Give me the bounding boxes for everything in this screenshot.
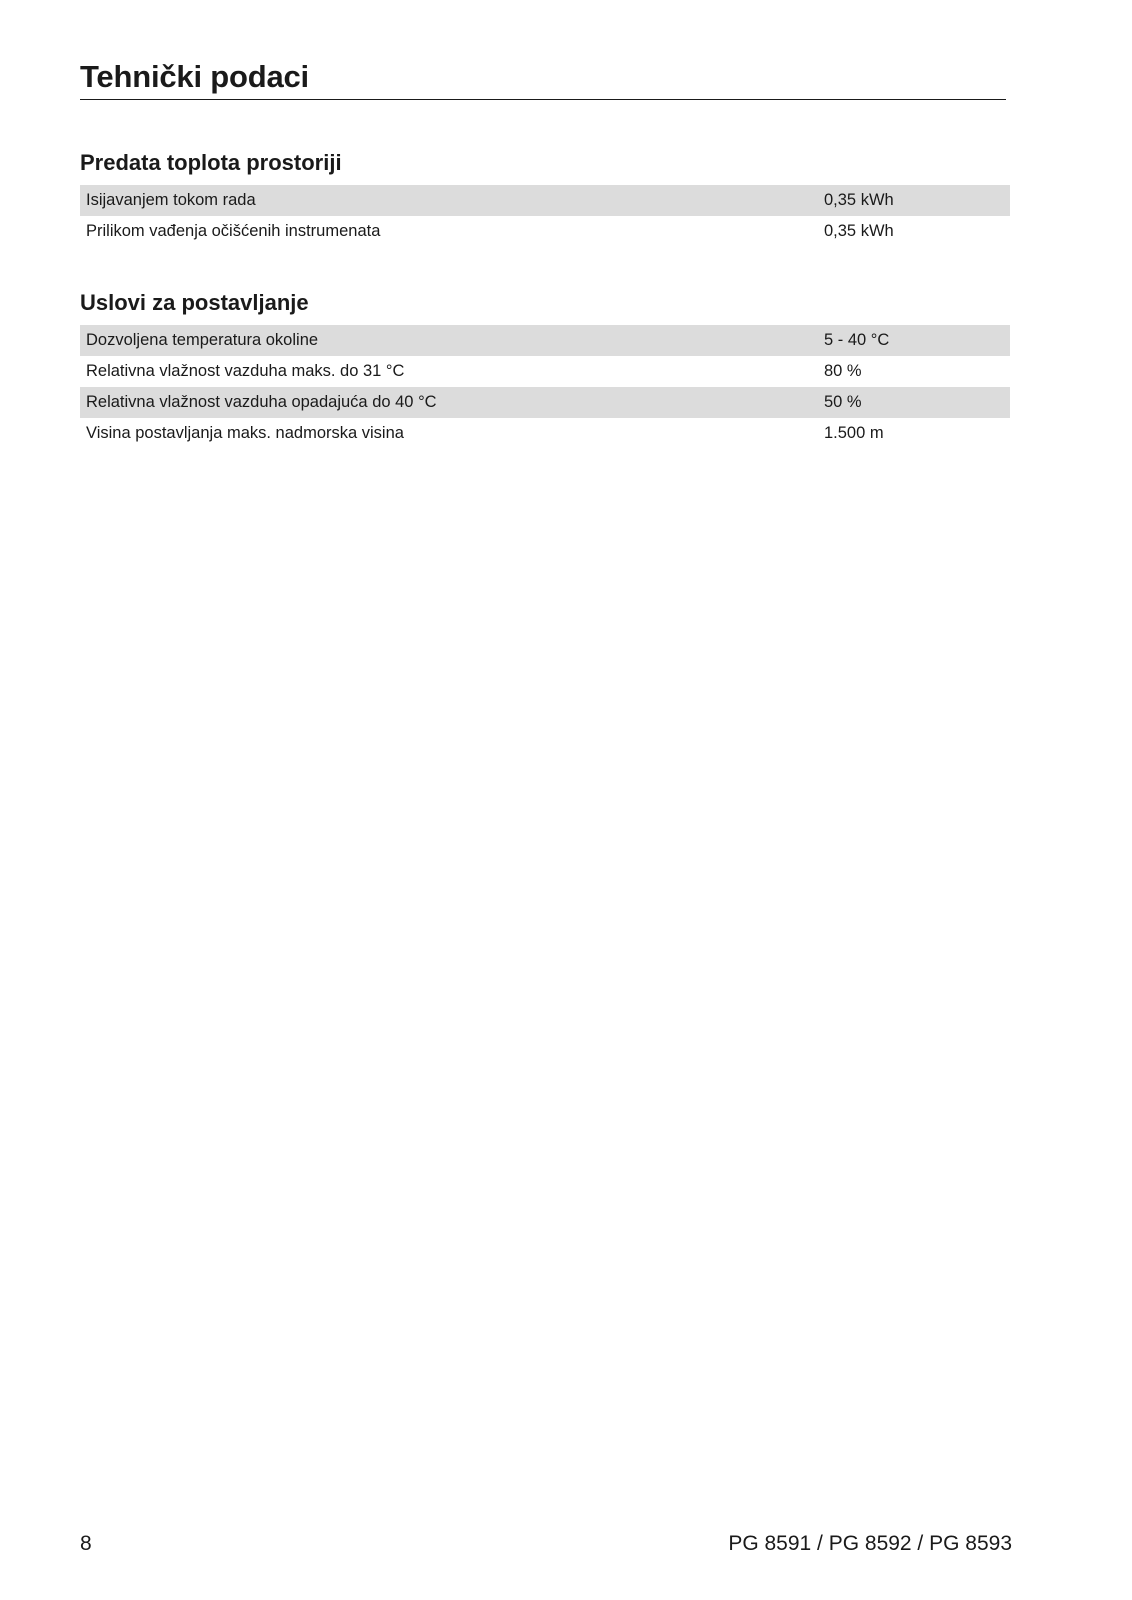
page-title: Tehnički podaci [80, 58, 1006, 100]
row-label: Prilikom vađenja očišćenih instrumenata [86, 222, 381, 241]
row-label: Isijavanjem tokom rada [86, 191, 256, 210]
row-value: 50 % [824, 393, 862, 412]
model-designation: PG 8591 / PG 8592 / PG 8593 [728, 1532, 1012, 1555]
row-label: Dozvoljena temperatura okoline [86, 331, 319, 350]
page-number: 8 [80, 1532, 92, 1555]
section-title: Predata toplota prostoriji [80, 150, 342, 175]
spec-table [80, 185, 1010, 247]
row-label: Relativna vlažnost vazduha opadajuća do 40 °C [86, 393, 437, 412]
table-row [80, 418, 1010, 449]
row-value: 0,35 kWh [824, 191, 894, 210]
row-value: 1.500 m [824, 424, 884, 443]
table-row [80, 216, 1010, 247]
table-row [80, 185, 1010, 216]
row-label: Visina postavljanja maks. nadmorska visina [86, 424, 404, 443]
table-row [80, 325, 1010, 356]
row-value: 80 % [824, 362, 862, 381]
section-heat-emission [80, 150, 1010, 247]
spec-table [80, 325, 1010, 449]
row-value: 0,35 kWh [824, 222, 894, 241]
section-title: Uslovi za postavljanje [80, 290, 309, 315]
table-row [80, 387, 1010, 418]
row-label: Relativna vlažnost vazduha maks. do 31 °C [86, 362, 405, 381]
row-value: 5 - 40 °C [824, 331, 890, 350]
table-row [80, 356, 1010, 387]
section-installation-conditions [80, 290, 1010, 449]
